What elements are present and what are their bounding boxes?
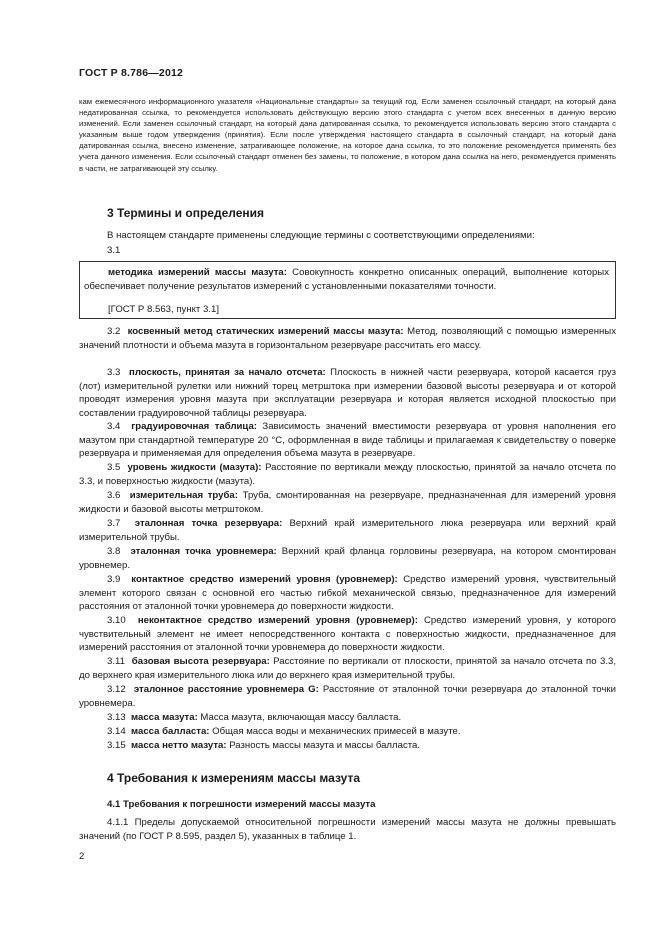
term-3-10 bbox=[79, 614, 616, 655]
term-name: масса мазута: bbox=[131, 712, 198, 723]
term-3-12 bbox=[79, 683, 616, 710]
term-3-3 bbox=[79, 366, 616, 420]
term-definition: Метод, позволяющий с помощью измеренных значений плотности и объема мазута в горизонтальном резервуаре рассчитать его массу. bbox=[79, 326, 616, 351]
term-number: 3.13 bbox=[107, 712, 126, 723]
term-number: 3.14 bbox=[107, 726, 126, 737]
term-number: 3.9 bbox=[107, 574, 121, 585]
term-definition: Расстояние от эталонной точки резервуара до эталонной точки уровнемера. bbox=[79, 684, 616, 709]
term-number: 3.6 bbox=[107, 490, 121, 501]
term-name: неконтактное средство измерений уровня (уровнемер): bbox=[137, 615, 418, 626]
term-3-7 bbox=[79, 517, 616, 544]
term-definition: Верхний край фланца горловины резервуара, на котором смонтирован уровнемер. bbox=[79, 546, 616, 571]
term-name: косвенный метод статических измерений массы мазута: bbox=[127, 326, 404, 337]
term-3-1-source: [ГОСТ Р 8.563, пункт 3.1] bbox=[108, 304, 219, 315]
term-number: 3.11 bbox=[107, 656, 125, 667]
term-definition: Труба, смонтированная на резервуаре, предназначенная для измерений уровня жидкости и базовой высоты метрштоком. bbox=[79, 490, 616, 515]
quoted-definition-box bbox=[79, 261, 616, 319]
term-definition: Верхний край измерительного люка резервуара или верхний край измерительной трубы. bbox=[79, 518, 616, 543]
term-3-8 bbox=[79, 545, 616, 572]
term-3-1-number: 3.1 bbox=[107, 245, 121, 256]
intro-paragraph: кам ежемесячного информационного указателя «Национальные стандарты» за текущий год. Если заменен ссылочный стандарт, на который дана недатированная ссылка, то рекомендуется использовать действующую версию этого стандарта с учетом всех внесенных в данную версию изменений. Если заменен ссылочный стандарт, на который дана датированная ссылка, то рекомендуется использовать версию этого стандарта с указанным выше годом утверждения (принятия). Если после утверждения настоящего стандарта в ссылочный стандарт, на который дана датированная ссылка, внесено изменение, затрагивающее положение, на которое дана ссылка, то это положение рекомендуется применять без учета данного изменения. Если ссылочный стандарт отменен без замены, то положение, в котором дана ссылка на него, рекомендуется применять в части, не затрагивающей эту ссылку. bbox=[79, 97, 616, 173]
term-3-9 bbox=[79, 573, 616, 614]
term-3-2 bbox=[79, 325, 616, 352]
term-3-1-text bbox=[84, 266, 609, 293]
term-number: 3.4 bbox=[107, 421, 121, 432]
term-number: 3.5 bbox=[107, 462, 121, 473]
term-definition: Масса мазута, включающая массу балласта. bbox=[197, 712, 402, 723]
page-number: 2 bbox=[79, 851, 85, 862]
term-3-15 bbox=[79, 739, 616, 753]
term-name: эталонная точка уровнемера: bbox=[130, 546, 277, 557]
term-3-11 bbox=[79, 655, 616, 682]
subsection-4-1-title: 4.1 Требования к погрешности измерений массы мазута bbox=[107, 799, 376, 810]
term-definition: Средство измерений уровня, чувствительный элемент которого связан с основной его частью гибкой механической связью, предназначенное для измерений расстояния от эталонной точки уровнемера до поверхности жидкости. bbox=[79, 574, 616, 613]
term-definition: Средство измерений уровня, у которого чувствительный элемент не имеет непосредственного контакта с поверхностью жидкости, предназначенное для измерений расстояния от эталонной точки уровнемера до поверхности жидкости. bbox=[79, 615, 616, 654]
term-number: 3.15 bbox=[107, 740, 126, 751]
term-name: эталонная точка резервуара: bbox=[134, 518, 283, 529]
term-number: 3.2 bbox=[107, 326, 121, 337]
section-3-intro: В настоящем стандарте применены следующие термины с соответствующими определениями: bbox=[107, 230, 535, 241]
paragraph-4-1-1: 4.1.1 Пределы допускаемой относительной погрешности измерений массы мазута не должны превышать значений (по ГОСТ Р 8.595, раздел 5), указанных в таблице 1. bbox=[79, 817, 616, 842]
term-name: базовая высота резервуара: bbox=[131, 656, 270, 667]
term-definition: Плоскость в нижней части резервуара, которой касается груз (лот) измерительной рулетки или нижний торец метрштока при измерении базовой высоты резервуара и от которой проводят измерения уровня мазута при эксплуатации резервуара и которая является исходной плоскостью при составлении градуировочной таблицы резервуара. bbox=[79, 367, 616, 419]
term-name: уровень жидкости (мазута): bbox=[127, 462, 262, 473]
term-name: масса балласта: bbox=[131, 726, 210, 737]
section-4-title: 4 Требования к измерениям массы мазута bbox=[107, 771, 360, 785]
term-definition: Зависимость значений вместимости резервуара от уровня наполнения его мазутом при стандартной температуре 20 °С, оформленная в виде таблицы и прилагаемая к свидетельству о поверке резервуара и применяемая для определения объема мазута в резервуаре. bbox=[79, 421, 616, 460]
term-number: 3.10 bbox=[107, 615, 126, 626]
term-name: градуировочная таблица: bbox=[131, 421, 257, 432]
term-number: 3.3 bbox=[107, 367, 121, 378]
section-3-title: 3 Термины и определения bbox=[107, 206, 265, 220]
term-3-5 bbox=[79, 461, 616, 488]
term-name: эталонное расстояние уровнемера G: bbox=[133, 684, 319, 695]
term-definition: Общая масса воды и механических примесей в мазуте. bbox=[209, 726, 461, 737]
term-number: 3.8 bbox=[107, 546, 121, 557]
term-3-4 bbox=[79, 420, 616, 461]
term-number: 3.7 bbox=[107, 518, 121, 529]
term-3-6 bbox=[79, 489, 616, 516]
standard-header: ГОСТ Р 8.786—2012 bbox=[79, 67, 184, 79]
term-definition: Расстояние по вертикали между плоскостью, принятой за начало отсчета по 3.3, и поверхностью жидкости (мазута). bbox=[79, 462, 616, 487]
term-name: масса нетто мазута: bbox=[131, 740, 227, 751]
term-definition: Расстояние по вертикали от плоскости, принятой за начало отсчета по 3.3, до верхнего края измерительного люка или до верхнего края измерительной трубы. bbox=[79, 656, 616, 681]
term-3-13 bbox=[79, 711, 616, 725]
term-definition: Разность массы мазута и массы балласта. bbox=[226, 740, 421, 751]
term-name: измерительная труба: bbox=[129, 490, 238, 501]
term-number: 3.12 bbox=[107, 684, 126, 695]
term-name: контактное средство измерений уровня (уровнемер): bbox=[131, 574, 398, 585]
term-3-1-definition: Совокупность конкретно описанных операций, выполнение которых обеспечивает получение результатов измерений с установленными показателями точности. bbox=[84, 267, 609, 292]
term-name: плоскость, принятая за начало отсчета: bbox=[129, 367, 326, 378]
term-3-14 bbox=[79, 725, 616, 739]
term-3-1-term: методика измерений массы мазута: bbox=[108, 267, 287, 278]
